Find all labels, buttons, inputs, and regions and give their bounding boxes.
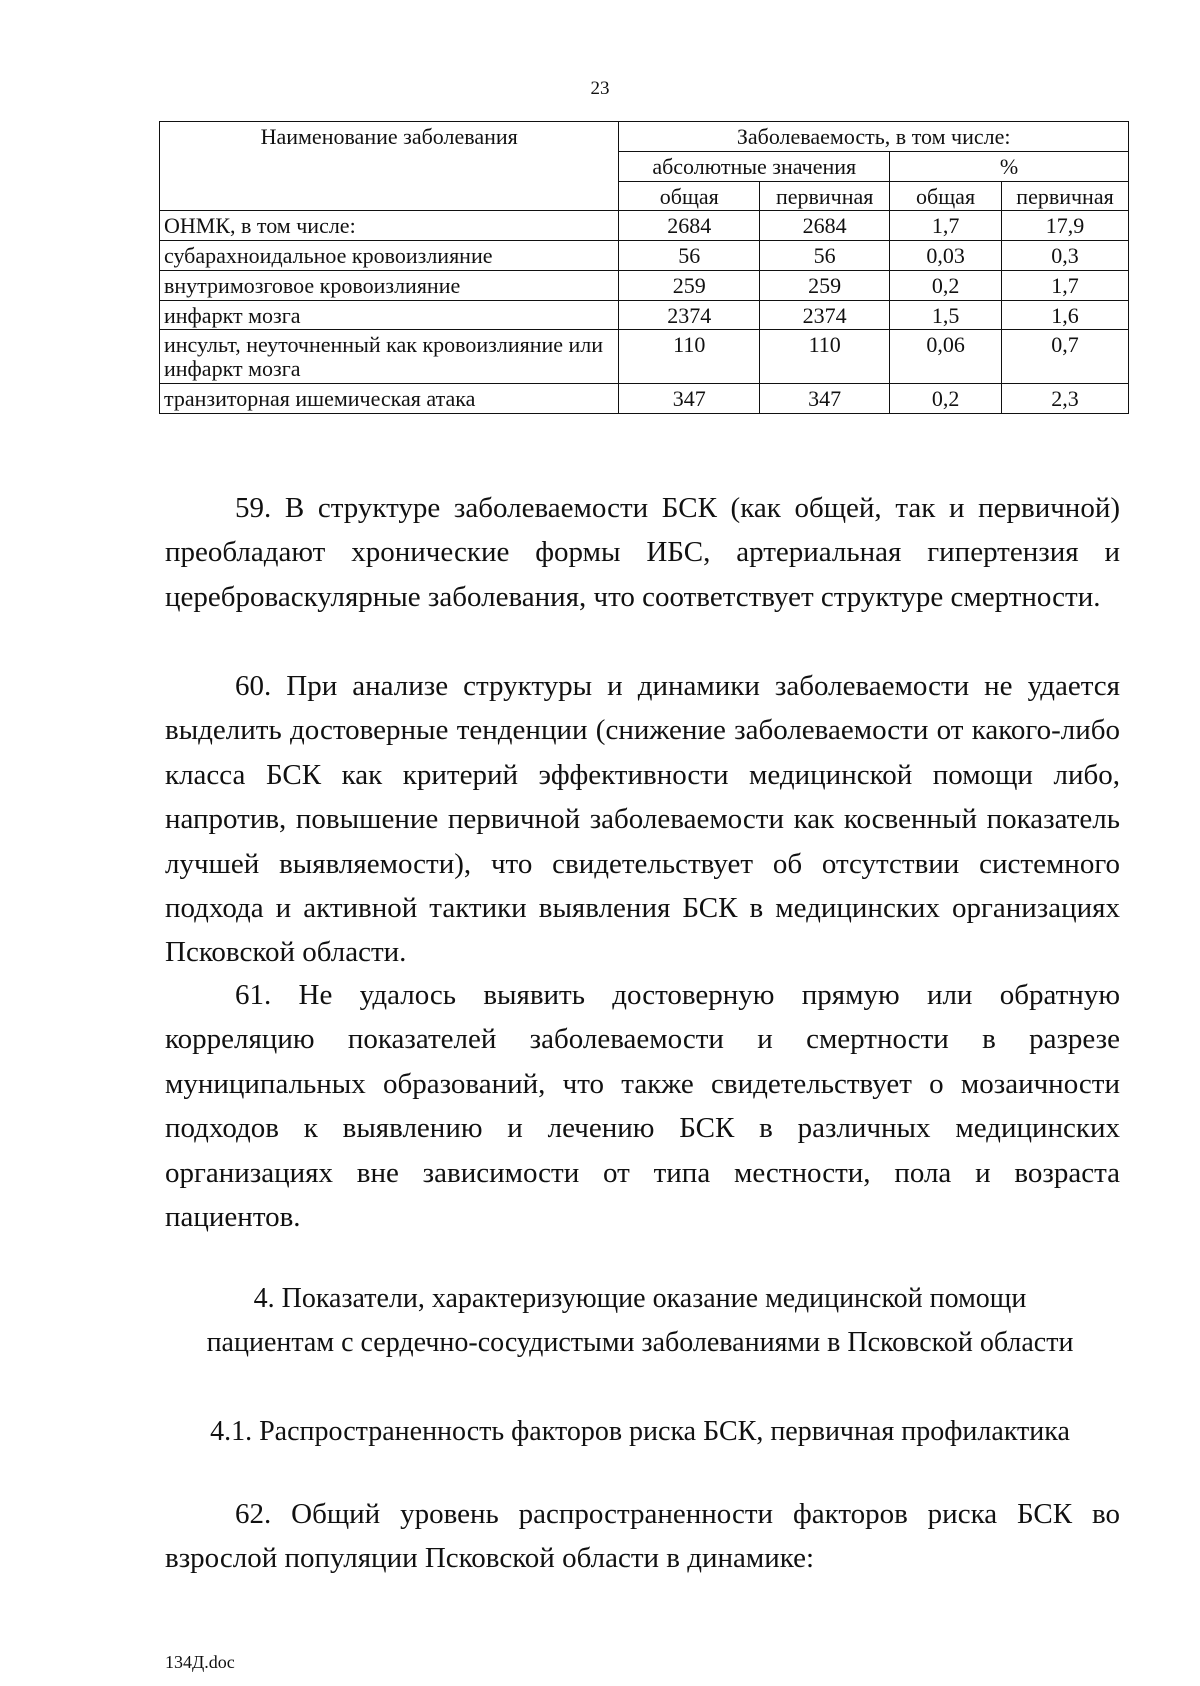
row-percent-primary: 1,7: [1002, 270, 1129, 300]
row-percent-primary: 0,3: [1002, 241, 1129, 271]
file-name-footer: 134Д.doc: [165, 1652, 235, 1672]
row-absolute-primary: 347: [760, 383, 890, 413]
section-heading-4-line-2: пациентам с сердечно-сосудистыми заболеваниями в Псковской области: [206, 1327, 1074, 1358]
row-absolute-primary: 56: [760, 241, 890, 271]
paragraph-59: 59. В структуре заболеваемости БСК (как общей, так и первичной) преобладают хронические формы ИБС, артериальная гипертензия и цереброваскулярные заболевания, что соответствует структуре смертности.: [165, 492, 1120, 613]
row-absolute-general: 2374: [619, 300, 760, 330]
row-percent-primary: 0,7: [1002, 330, 1129, 384]
row-absolute-general: 110: [619, 330, 760, 384]
paragraph-60: 60. При анализе структуры и динамики заболеваемости не удается выделить достоверные тенденции (снижение заболеваемости от какого-либо класса БСК как критерий эффективности медицинской помощи либо, напротив, повышение первичной заболеваемости как косвенный показатель лучшей выявляемости), что свидетельствует об отсутствии системного подхода и активной тактики выявления БСК в медицинских организациях Псковской области.: [165, 670, 1120, 969]
row-percent-primary: 2,3: [1002, 383, 1129, 413]
row-absolute-general: 347: [619, 383, 760, 413]
header-absolute-values: абсолютные значения: [619, 151, 890, 181]
section-heading-4: [120, 1277, 1160, 1365]
header-percent: %: [890, 151, 1129, 181]
header-morbidity-group: Заболеваемость, в том числе:: [619, 122, 1129, 152]
header-percent-primary: первичная: [1002, 181, 1129, 211]
table-row: [160, 383, 1129, 413]
row-percent-general: 0,03: [890, 241, 1002, 271]
row-disease-name: ОНМК, в том числе:: [160, 211, 619, 241]
section-heading-4-line-1: 4. Показатели, характеризующие оказание медицинской помощи: [253, 1283, 1027, 1314]
table-row: [160, 270, 1129, 300]
paragraph-61: 61. Не удалось выявить достоверную прямую или обратную корреляцию показателей заболеваемости и смертности в разрезе муниципальных образований, что также свидетельствует о мозаичности подходов к выявлению и лечению БСК в различных медицинских организациях вне зависимости от типа местности, пола и возраста пациентов.: [165, 979, 1120, 1234]
row-absolute-primary: 110: [760, 330, 890, 384]
row-disease-name: внутримозговое кровоизлияние: [160, 270, 619, 300]
table-row: [160, 241, 1129, 271]
row-disease-name: инфаркт мозга: [160, 300, 619, 330]
header-absolute-primary: первичная: [760, 181, 890, 211]
row-absolute-general: 2684: [619, 211, 760, 241]
subsection-heading-4-1: 4.1. Распространенность факторов риска БСК, первичная профилактика: [210, 1416, 1070, 1447]
row-disease-name: транзиторная ишемическая атака: [160, 383, 619, 413]
header-percent-general: общая: [890, 181, 1002, 211]
row-percent-general: 0,06: [890, 330, 1002, 384]
paragraph-62: 62. Общий уровень распространенности факторов риска БСК во взрослой популяции Псковской области в динамике:: [165, 1498, 1120, 1575]
row-percent-general: 1,5: [890, 300, 1002, 330]
row-absolute-primary: 259: [760, 270, 890, 300]
row-disease-name: субарахноидальное кровоизлияние: [160, 241, 619, 271]
row-absolute-general: 56: [619, 241, 760, 271]
table-row: [160, 300, 1129, 330]
page-number: 23: [590, 78, 610, 99]
row-absolute-general: 259: [619, 270, 760, 300]
row-percent-primary: 1,6: [1002, 300, 1129, 330]
morbidity-table: [159, 121, 1129, 414]
row-disease-name: инсульт, неуточненный как кровоизлияние или инфаркт мозга: [160, 330, 619, 384]
table-row: [160, 330, 1129, 384]
row-percent-primary: 17,9: [1002, 211, 1129, 241]
row-percent-general: 0,2: [890, 383, 1002, 413]
row-percent-general: 1,7: [890, 211, 1002, 241]
header-absolute-general: общая: [619, 181, 760, 211]
row-percent-general: 0,2: [890, 270, 1002, 300]
header-disease-name: Наименование заболевания: [160, 122, 619, 211]
table-row: [160, 211, 1129, 241]
row-absolute-primary: 2684: [760, 211, 890, 241]
row-absolute-primary: 2374: [760, 300, 890, 330]
